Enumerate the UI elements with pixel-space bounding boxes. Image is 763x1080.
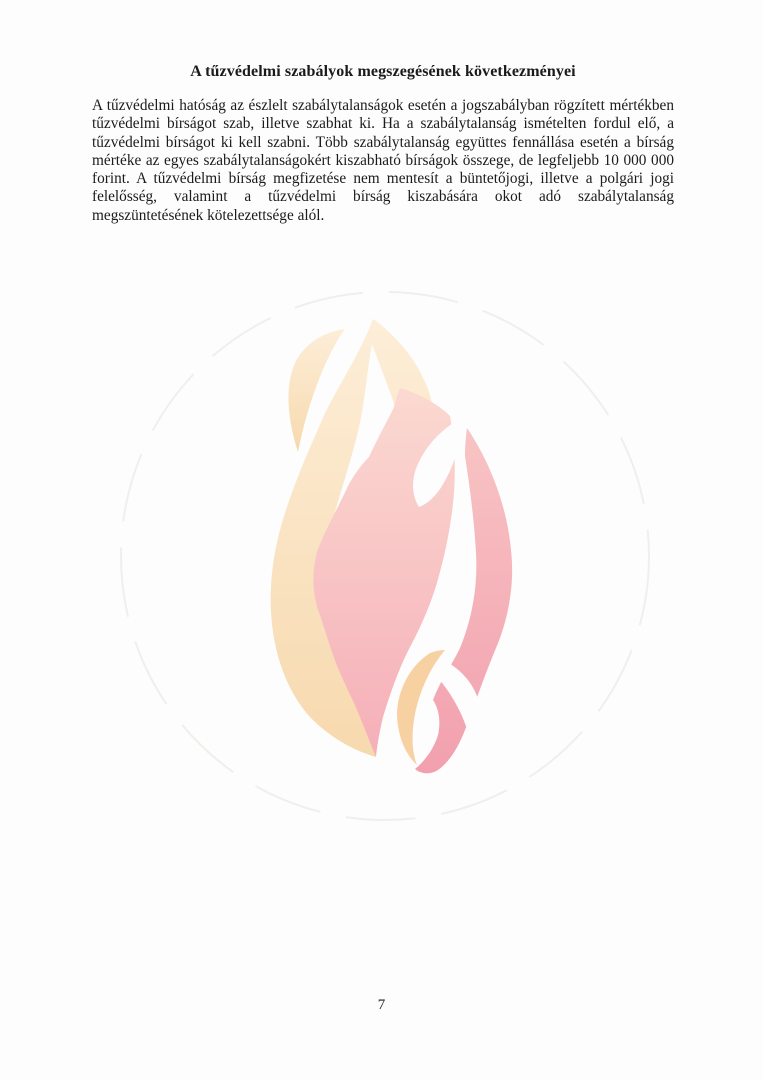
flame-leaf-peach — [288, 329, 345, 452]
text-column — [92, 0, 674, 225]
flame-body-pink — [313, 388, 454, 757]
flame-teardrop-cutout — [413, 420, 463, 507]
flame-curl-cutout — [438, 662, 479, 729]
page-number: 7 — [377, 997, 386, 1013]
body-paragraph: A tűzvédelmi hatóság az észlelt szabálytalanságok esetén a jogszabályban rögzített mértékben tűzvédelmi bírságot szab, illetve szabhat ki. Ha a szabálytalanság ismételten fordul elő, a tűzvédelmi bírságot ki kell szabni. Több szabálytalanság együttes fennállása esetén a bírság mértéke az egyes szabálytalanságokért kiszabható bírságok összege, de legfeljebb 10 000 000 forint. A tűzvédelmi bírság megfizetése nem mentesít a büntetőjogi, illetve a polgári jogi felelősség, valamint a tűzvédelmi bírság kiszabására okot adó szabálytalanság megszüntetésének kötelezettsége alól. — [92, 97, 674, 224]
flame-right-swoosh-pink — [415, 428, 512, 773]
watermark-circle — [121, 292, 649, 820]
page-title: A tűzvédelmi szabályok megszegésének következményei — [190, 63, 576, 80]
flame-crescent-peach — [397, 650, 445, 765]
flame-body-peach — [271, 319, 432, 757]
flame-watermark — [100, 270, 660, 830]
